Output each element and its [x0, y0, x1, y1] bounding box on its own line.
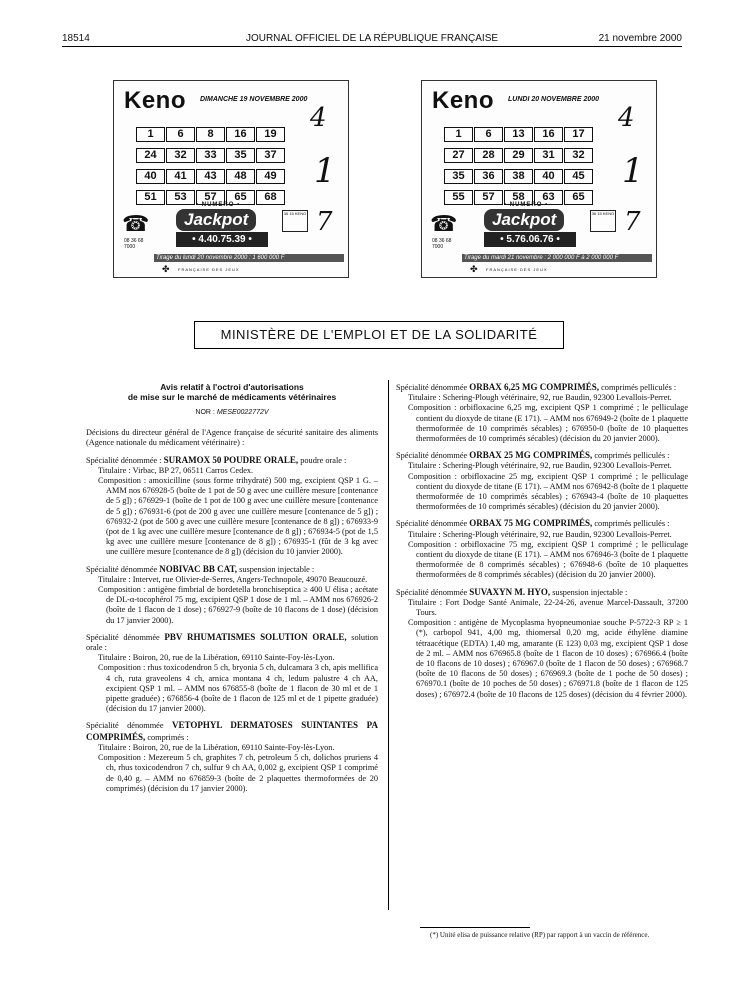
keno-number: 28 — [474, 148, 503, 163]
keno-number: 38 — [504, 169, 533, 184]
keno-number: 58 — [504, 190, 533, 205]
next-draw-banner: Tirage du lundi 20 novembre 2000 : 1 600 000 F — [154, 254, 344, 262]
holder-paragraph: Titulaire : Boiron, 20, rue de la Libération, 69110 Sainte-Foy-lès-Lyon. — [98, 653, 335, 663]
keno-number: 32 — [166, 148, 195, 163]
handwritten-mark: 1 — [622, 151, 644, 191]
keno-row — [136, 166, 312, 187]
keno-number: 29 — [504, 148, 533, 163]
column-divider — [388, 380, 389, 910]
keno-number: 31 — [534, 148, 563, 163]
telephone-icon: ☎ — [430, 211, 458, 236]
holder-paragraph: Titulaire : Boiron, 20, rue de la Libération, 69110 Sainte-Foy-lès-Lyon. — [98, 742, 335, 752]
ministry-heading: MINISTÈRE DE L'EMPLOI ET DE LA SOLIDARITÉ — [194, 321, 564, 349]
keno-number: 63 — [534, 190, 563, 205]
keno-number: 48 — [226, 169, 255, 184]
keno-draw-date: LUNDI 20 NOVEMBRE 2000 — [508, 96, 600, 103]
composition-paragraph: Composition : orbifloxacine 75 mg, excipient QSP 1 comprimé ; le pelliculage contient du dioxyde de titane (E 171). – AMM nos 676946-3 (boîte de 1 plaquette thermoformée de 8 comprimés sécables) ; 676948-6 (boîte de 10 plaquettes thermoformées de 8 comprimés sécables) (décision du 20 janvier 2000). — [408, 539, 688, 580]
keno-number: 68 — [256, 190, 285, 205]
keno-number: 8 — [196, 127, 225, 142]
keno-number: 19 — [256, 127, 285, 142]
brand-name: FRANÇAISE DES JEUX — [178, 267, 240, 272]
holder-paragraph: Titulaire : Fort Dodge Santé Animale, 22-24-26, avenue Marcel-Dassault, 37200 Tours. — [408, 597, 688, 618]
header-rule — [62, 46, 682, 47]
left-column — [86, 382, 378, 794]
footnote: (*) Unité elisa de puissance relative (RP) par rapport à un vaccin de référence. — [430, 931, 650, 939]
footnote-rule — [420, 927, 530, 928]
keno-number: 35 — [226, 148, 255, 163]
keno-number-grid — [444, 124, 620, 208]
keno-number: 13 — [504, 127, 533, 142]
keno-number-grid — [136, 124, 312, 208]
keno-number: 6 — [474, 127, 503, 142]
keno-number: 53 — [166, 190, 195, 205]
nor-label: NOR : — [195, 409, 215, 416]
keno-number: 65 — [226, 190, 255, 205]
keno-row — [444, 166, 620, 187]
notice-title-line1: Avis relatif à l'octroi d'autorisations — [160, 382, 304, 392]
journal-title: JOURNAL OFFICIEL DE LA RÉPUBLIQUE FRANÇAISE — [245, 33, 499, 44]
keno-row — [136, 145, 312, 166]
keno-logo: Keno — [432, 87, 494, 114]
keno-number: 43 — [196, 169, 225, 184]
jackpot-title: Jackpot — [176, 209, 256, 231]
keno-row — [444, 145, 620, 166]
keno-number: 32 — [564, 148, 593, 163]
keno-number: 55 — [444, 190, 473, 205]
holder-paragraph: Titulaire : Schering-Plough vétérinaire, 92, rue Baudin, 92300 Levallois-Perret. — [408, 529, 672, 539]
handwritten-mark: 1 — [314, 151, 336, 191]
composition-paragraph: Composition : rhus toxicodendron 5 ch, bryonia 5 ch, dulcamara 3 ch, apis mellifica 4 ch, ruta graveolens 4 ch, arnica montana 4 ch, ledum palustre 4 ch AA, excipient QSP 1 ml. – AMM nos 676855-8 (boîte de 1 flacon de 30 ml et de 1 pipette graduée) ; 676856-4 (boîte de 1 flacon de 125 ml et de 1 pipette graduée) (décision du 17 janvier 2000). — [98, 663, 378, 714]
keno-number: 16 — [226, 127, 255, 142]
handwritten-mark: 4 — [310, 103, 327, 133]
keno-number: 17 — [564, 127, 593, 142]
nor-code: MESE0022772V — [216, 409, 269, 416]
keno-number: 49 — [256, 169, 285, 184]
issue-date: 21 novembre 2000 — [598, 33, 682, 44]
composition-paragraph: Composition : antigène fimbrial de bordetella bronchiseptica ≥ 400 U élisa ; acétate de DL-α-tocophérol 75 mg, excipient QSP 1 dose de 1 ml. – AMM nos 676926-2 (boîte de 1 flacon de 1 dose) ; 676927-9 (boîte de 10 flacons de 1 dose) (décision du 17 janvier 2000). — [98, 585, 378, 625]
keno-row — [444, 124, 620, 145]
handwritten-mark: 7 — [316, 207, 333, 237]
specialty-heading: Spécialité dénommée NOBIVAC BB CAT, suspension injectable : — [86, 563, 315, 574]
intro-paragraph: Décisions du directeur général de l'Agence française de sécurité sanitaire des aliments (Agence nationale du médicament vétérinaire) : — [86, 428, 378, 448]
keno-number: 36 — [474, 169, 503, 184]
holder-paragraph: Titulaire : Virbac, BP 27, 06511 Carros Cedex. — [98, 465, 254, 475]
keno-number: 1 — [136, 127, 165, 142]
keno-number: 57 — [474, 190, 503, 205]
keno-number: 24 — [136, 148, 165, 163]
page-header — [62, 33, 682, 47]
specialty-heading: Spécialité dénommée ORBAX 6,25 MG COMPRIMÉS, comprimés pelliculés : — [396, 382, 677, 392]
specialty-heading: Spécialité dénommée VETOPHYL DERMATOSES SUINTANTES PA COMPRIMÉS, comprimés : — [86, 720, 378, 742]
specialty-heading: Spécialité dénommée ORBAX 25 MG COMPRIMÉS, comprimés pelliculés : — [396, 450, 670, 461]
composition-paragraph: Composition : orbifloxacine 25 mg, excipient QSP 1 comprimé ; le pelliculage contient du dioxyde de titane (E 171). – AMM nos 676942-8 (boîte de 1 plaquette thermoformée de 10 comprimés sécables) ; 676943-4 (boîte de 10 plaquettes thermoformées de 10 comprimés sécables) (décision du 20 janvier 2000). — [408, 471, 688, 512]
notice-title-line2: de mise sur le marché de médicaments vétérinaires — [127, 392, 337, 402]
handwritten-mark: 4 — [618, 103, 635, 133]
keno-logo: Keno — [124, 87, 186, 114]
specialty-heading: Spécialité dénommée SUVAXYN M. HYO, suspension injectable : — [396, 586, 628, 597]
holder-paragraph: Titulaire : Schering-Plough vétérinaire, 92, rue Baudin, 92300 Levallois-Perret. — [408, 393, 672, 403]
nor-reference — [86, 408, 378, 418]
specialty-heading: Spécialité dénommée : SURAMOX 50 POUDRE ORALE, poudre orale : — [86, 454, 347, 465]
jackpot-label: • NUMERO • — [196, 202, 241, 208]
page-number: 18514 — [62, 33, 90, 44]
handwritten-mark: 7 — [624, 207, 641, 237]
keno-number: 51 — [136, 190, 165, 205]
keno-draw-date: DIMANCHE 19 NOVEMBRE 2000 — [200, 96, 308, 103]
keno-number: 40 — [136, 169, 165, 184]
composition-paragraph: Composition : orbifloxacine 6,25 mg, excipient QSP 1 comprimé ; le pelliculage contient du dioxyde de titane (E 171). – AMM nos 676949-2 (boîte de 1 plaquette thermoformée de 10 comprimés sécables) ; 676950-0 (boîte de 10 plaquettes thermoformées de 10 comprimés sécables) (décision du 20 janvier 2000). — [408, 403, 688, 444]
keno-number: 37 — [256, 148, 285, 163]
brand-name: FRANÇAISE DES JEUX — [486, 267, 548, 272]
right-column — [396, 382, 688, 700]
keno-number: 35 — [444, 169, 473, 184]
holder-paragraph: Titulaire : Schering-Plough vétérinaire, 92, rue Baudin, 92300 Levallois-Perret. — [408, 461, 672, 471]
composition-paragraph: Composition : antigène de Mycoplasma hyopneumoniae souche P-5722-3 RP ≥ 1 (*), carbopol 941, 4,00 mg, thiomersal 0,20 mg, acide éthylène diamine tétraacétique (EDTA) 1,40 mg, amarante (E 123) 0,03 mg, excipient QSP 1 dose de 2 ml. – AMM nos 676965.8 (boîte de 1 flacon de 10 doses) ; 676966.4 (boîte de 10 flacons de 10 doses) ; 676967.0 (boîte de 1 flacon de 50 doses) ; 676968.7 (boîte de 10 flacons de 50 doses) ; 676969.3 (boîte de 1 poche de 50 doses) ; 676970.1 (boîte de 10 poches de 50 doses) ; 676971.8 (boîte de 1 flacon de 125 doses) ; 676972.4 (boîte de 10 flacons de 125 doses) (décision du 4 février 2000). — [408, 618, 688, 699]
composition-paragraph: Composition : Mezereum 5 ch, graphites 7 ch, petroleum 5 ch, dolichos pruriens 4 ch, rhus toxicodendron 7 ch, sulfur 9 ch AA, 0,002 g, excipient QSP 1 comprimé de 0,40 g. – AMM no 676859-3 (boîte de 2 plaquettes thermoformées de 20 comprimés) (décision du 17 janvier 2000). — [98, 753, 378, 793]
keno-number: 6 — [166, 127, 195, 142]
telephone-icon: ☎ — [122, 211, 150, 236]
jackpot-number: • 4.40.75.39 • — [176, 232, 268, 247]
holder-paragraph: Titulaire : Intervet, rue Olivier-de-Serres, Angers-Technopole, 49070 Beaucouzé. — [98, 574, 368, 584]
clover-icon: ✤ — [162, 264, 170, 274]
keno-number: 33 — [196, 148, 225, 163]
specialty-heading: Spécialité dénommée PBV RHUMATISMES SOLUTION ORALE, solution orale : — [86, 631, 378, 653]
keno-ticket-left — [113, 80, 349, 278]
keno-number: 45 — [564, 169, 593, 184]
keno-number: 41 — [166, 169, 195, 184]
jackpot-number: • 5.76.06.76 • — [484, 232, 576, 247]
keno-phone: 08 36 68 7000 — [432, 238, 452, 250]
keno-number: 27 — [444, 148, 473, 163]
keno-number: 65 — [564, 190, 593, 205]
next-draw-banner: Tirage du mardi 21 novembre : 2 000 000 F à 2 000 000 F — [462, 254, 652, 262]
minitel-icon: 36 15 KENO — [590, 210, 616, 232]
jackpot-label: • NUMERO • — [504, 202, 549, 208]
keno-ticket-right — [421, 80, 657, 278]
specialty-heading: Spécialité dénommée ORBAX 75 MG COMPRIMÉS, comprimés pelliculés : — [396, 518, 670, 529]
keno-number: 57 — [196, 190, 225, 205]
keno-phone: 08 36 68 7000 — [124, 238, 144, 250]
clover-icon: ✤ — [470, 264, 478, 274]
jackpot-title: Jackpot — [484, 209, 564, 231]
keno-number: 16 — [534, 127, 563, 142]
keno-number: 1 — [444, 127, 473, 142]
keno-number: 40 — [534, 169, 563, 184]
composition-paragraph: Composition : amoxicilline (sous forme trihydraté) 500 mg, excipient QSP 1 G. – AMM nos 676928-5 (boîte de 1 pot de 50 g avec une cuillère mesure [contenance de 5 g]) ; 676929-1 (boîte de 1 pot de 100 g avec une cuillère mesure [contenance de 5 g]) ; 676931-6 (pot de 200 g avec une cuillère mesure [contenance de 5 g]) ; 676932-2 (pot de 500 g avec une cuillère mesure [contenance de 8 g]) ; 676933-9 (pot de 1 kg avec une cuillère mesure [contenance de 8 g]) ; 676934-5 (pot de 1,5 kg avec une cuillère mesure [contenance de 8 g]) ; 676935-1 (fût de 3 kg avec une cuillère mesure [contenance de 8 g]) (décision du 10 janvier 2000). — [98, 476, 378, 557]
minitel-icon: 36 15 KENO — [282, 210, 308, 232]
keno-row — [136, 124, 312, 145]
